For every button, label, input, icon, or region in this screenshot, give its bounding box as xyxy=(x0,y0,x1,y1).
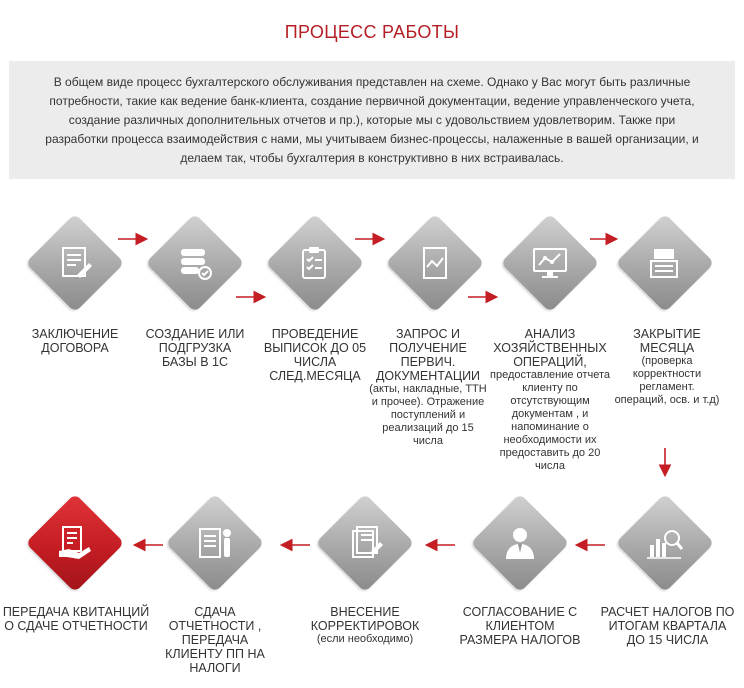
intro-text: В общем виде процесс бухгалтерского обслуживания представлен на схеме. Однако у Вас могут быть различные потребности, такие как ведение банк-клиента, создание первичной документации, ведение управленческого учета, создание различных дополнительных отчетов и пр.), которые мы с удовольствием удовлетворим. Также при разработки процесса взаимодействия с нами, мы учитываем бизнес-процессы, налаженные в вашей организации, и делаем так, чтобы бухгалтерия в конструктивно в них встраивалась. xyxy=(9,61,735,179)
step-label: АНАЛИЗ ХОЗЯЙСТВЕННЫХ ОПЕРАЦИЙ, предоставление отчета клиенту по отсутствующим документам , и напоминание о необходимости их предоставить до 20 числа xyxy=(490,327,610,472)
step-label: СОЗДАНИЕ ИЛИ ПОДГРУЗКА БАЗЫ В 1С xyxy=(145,327,245,369)
step-label: ЗАПРОС И ПОЛУЧЕНИЕ ПЕРВИЧ. ДОКУМЕНТАЦИИ (акты, накладные, ТТН и прочее). Отражение поступлений и реализаций до 15 числа xyxy=(369,327,487,447)
step-label: ПЕРЕДАЧА КВИТАНЦИЙ О СДАЧЕ ОТЧЕТНОСТИ xyxy=(2,605,150,633)
step-label: СДАЧА ОТЧЕТНОСТИ , ПЕРЕДАЧА КЛИЕНТУ ПП НА НАЛОГИ xyxy=(165,605,265,675)
step-label: ВНЕСЕНИЕ КОРРЕКТИРОВОК (если необходимо) xyxy=(310,605,420,645)
step-label: ЗАКЛЮЧЕНИЕ ДОГОВОРА xyxy=(31,327,119,355)
step-label: ЗАКРЫТИЕ МЕСЯЦА (проверка корректности регламент. операций, осв. и т.д) xyxy=(614,327,720,406)
step-label: РАСЧЕТ НАЛОГОВ ПО ИТОГАМ КВАРТАЛА ДО 15 ЧИСЛА xyxy=(600,605,735,647)
step-label: ПРОВЕДЕНИЕ ВЫПИСОК ДО 05 ЧИСЛА СЛЕД.МЕСЯЦА xyxy=(263,327,367,383)
page-title: ПРОЦЕСС РАБОТЫ xyxy=(284,22,460,42)
step-label: СОГЛАСОВАНИЕ С КЛИЕНТОМ РАЗМЕРА НАЛОГОВ xyxy=(459,605,581,647)
